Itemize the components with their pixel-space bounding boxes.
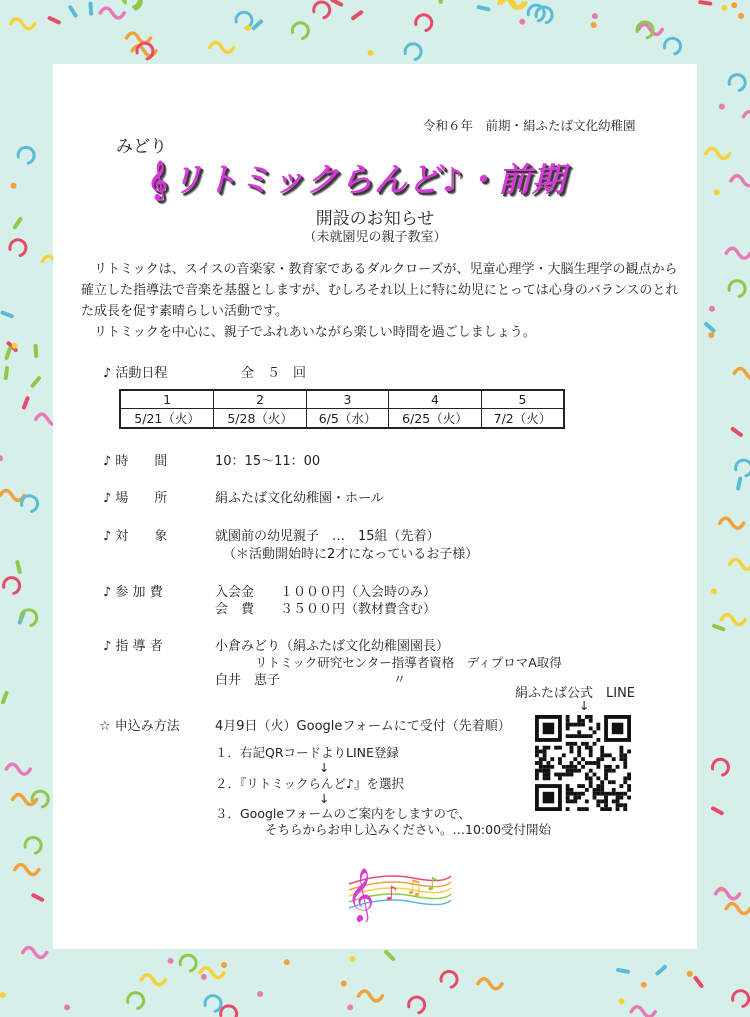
confetti-piece [721, 615, 745, 625]
confetti-piece [743, 112, 750, 122]
confetti-piece [314, 2, 330, 18]
instructor-line: 白井 恵子 [215, 673, 281, 688]
confetti-piece [168, 958, 174, 964]
confetti-piece [476, 5, 491, 12]
confetti-piece [693, 975, 705, 989]
confetti-piece [127, 33, 151, 43]
confetti-piece [4, 578, 20, 594]
treble-clef-icon: 𝄞 [148, 160, 169, 199]
confetti-piece [730, 426, 744, 437]
apply-step: そちらからお申し込みください。…10:00受付開始 [265, 822, 552, 837]
intro-paragraph: リトミックは、スイスの音楽家・教育家であるダルクローズが、児童心理学・大脳生理学の観点から確立した指導法で音楽を基盤としますが、むしろそれ以上に特に幼児にとっては心身のバランスのとれた成長を促す素晴らしい活動です。 [81, 262, 679, 319]
table-cell: 6/25（火） [388, 409, 481, 429]
confetti-piece [736, 476, 743, 491]
confetti-piece [716, 889, 740, 899]
fee-label: ♪ 参 加 費 [103, 585, 163, 600]
time-label: ♪ 時 間 [103, 454, 168, 469]
confetti-piece [731, 176, 750, 186]
table-cell: 5/21（火） [120, 409, 214, 429]
confetti-piece [210, 42, 234, 52]
confetti-piece [23, 947, 47, 957]
confetti-piece [706, 148, 730, 158]
confetti-piece [257, 991, 263, 997]
confetti-piece [619, 998, 625, 1004]
confetti-piece [631, 1007, 655, 1017]
confetti-piece [11, 19, 35, 29]
target-value: 就園前の幼児親子 … 15組（先着） [215, 529, 440, 544]
confetti-piece [436, 0, 443, 4]
confetti-piece [245, 25, 251, 31]
table-cell: 4 [388, 390, 481, 409]
table-cell: 5/28（火） [214, 409, 307, 429]
confetti-piece [726, 904, 750, 914]
confetti-piece [284, 959, 290, 965]
confetti-piece [141, 975, 165, 985]
instructor-label: ♪ 指 導 者 [103, 639, 163, 654]
confetti-piece [733, 991, 749, 1007]
confetti-piece [655, 964, 668, 976]
title [148, 154, 566, 201]
fee-line: 入会金 １０００円（入会時のみ） [215, 585, 437, 600]
table-cell: 7/2（火） [481, 409, 564, 429]
apply-label: ☆ 申込み方法 [99, 719, 180, 734]
confetti-piece [31, 892, 45, 902]
time-value: 10：15〜11：00 [215, 454, 321, 469]
confetti-piece [708, 332, 714, 338]
confetti-piece [6, 764, 30, 774]
confetti-piece [100, 8, 124, 18]
confetti-piece [221, 1006, 237, 1017]
confetti-piece [687, 971, 693, 977]
confetti-piece [21, 396, 30, 411]
confetti-piece [664, 38, 680, 54]
confetti-piece [368, 50, 374, 56]
confetti-piece [711, 623, 726, 632]
instructor-line: 小倉みどり（絹ふたば文化幼稚園園長） [215, 639, 450, 654]
confetti-piece [25, 837, 41, 853]
confetti-piece [201, 974, 207, 980]
table-cell: 3 [307, 390, 389, 409]
confetti-piece [405, 44, 421, 60]
subtitle: みどり [116, 137, 167, 157]
table-cell: 5 [481, 390, 564, 409]
confetti-piece [67, 4, 78, 18]
apply-step: ２．『リトミックらんど♪』を選択 [215, 776, 404, 791]
intro-text [81, 259, 681, 343]
instructor-line: リトミック研究センター指導者資格 ディプロマA取得 [255, 655, 562, 670]
announcement-heading: 開設のお知らせ [315, 209, 435, 229]
confetti-piece [441, 971, 457, 987]
schedule-label: ♪ 活動日程 [103, 366, 168, 381]
header-note: 令和６年 前期・絹ふたば文化幼稚園 [423, 118, 636, 133]
confetti-piece [698, 0, 712, 6]
confetti-piece [712, 759, 728, 775]
target-label: ♪ 対 象 [103, 529, 168, 544]
confetti-piece [0, 455, 3, 461]
confetti-piece [292, 23, 308, 39]
confetti-piece [15, 865, 39, 875]
confetti-piece [341, 981, 347, 987]
confetti-piece [519, 19, 525, 25]
confetti-piece [358, 991, 382, 1001]
place-value: 絹ふたば文化幼稚園・ホール [215, 491, 384, 506]
announcement-subheading: （未就園児の親子教室） [303, 230, 447, 245]
schedule-count: 全 ５ 回 [241, 366, 307, 381]
confetti-piece [738, 13, 744, 19]
confetti-piece [416, 15, 432, 31]
apply-step: ３．Googleフォームのご案内をしますので、 [215, 806, 471, 821]
confetti-piece [330, 0, 344, 7]
step-arrow: ↓ [319, 760, 330, 775]
confetti-piece [180, 955, 196, 971]
confetti-piece [15, 560, 22, 575]
confetti-piece [88, 2, 93, 16]
line-arrow: ↓ [579, 698, 590, 713]
confetti-piece [383, 949, 396, 962]
confetti-piece [709, 306, 715, 312]
confetti-piece [10, 240, 26, 256]
step-arrow: ↓ [319, 791, 330, 806]
confetti-piece [721, 5, 727, 11]
confetti-piece [64, 1004, 70, 1010]
confetti-piece [0, 992, 6, 998]
music-notes-logo [343, 854, 455, 922]
table-cell: 1 [120, 390, 214, 409]
confetti-piece [221, 962, 227, 968]
confetti-piece [0, 310, 14, 319]
title-text: リトミックらんど♪・前期 [170, 160, 566, 199]
confetti-piece [719, 104, 725, 110]
confetti-piece [478, 979, 502, 989]
svg-text:♫: ♫ [405, 875, 423, 899]
confetti-piece [730, 559, 750, 569]
target-note: （＊活動開始時に2才になっているお子様） [223, 547, 479, 562]
table-cell: 2 [214, 390, 307, 409]
apply-step: １．右記QRコードよりLINE登録 [215, 745, 399, 760]
confetti-piece [11, 183, 17, 189]
confetti-piece [736, 460, 750, 476]
confetti-piece [591, 22, 597, 28]
confetti-piece [0, 690, 9, 705]
confetti-piece [726, 248, 750, 258]
confetti-piece [641, 982, 647, 988]
svg-text:♪: ♪ [385, 881, 398, 905]
confetti-piece [729, 281, 745, 297]
confetti-piece [592, 13, 598, 19]
table-cell: 6/5（水） [307, 409, 389, 429]
table-row [120, 390, 564, 409]
confetti-piece [12, 343, 18, 349]
schedule-table [119, 389, 565, 429]
confetti-piece [12, 216, 23, 230]
apply-date: 4月9日（火）Googleフォームにて受付（先着順） [215, 719, 511, 734]
confetti-piece [729, 75, 745, 91]
line-qr-code[interactable] [535, 715, 631, 811]
place-label: ♪ 場 所 [103, 491, 168, 506]
ditto-mark: 〃 [393, 673, 407, 688]
confetti-piece [703, 321, 716, 333]
confetti-piece [128, 993, 144, 1009]
confetti-piece [205, 996, 221, 1012]
svg-text:𝄞: 𝄞 [347, 867, 375, 921]
confetti-piece [714, 189, 720, 195]
confetti-piece [731, 2, 737, 8]
confetti-piece [350, 10, 364, 21]
flyer-sheet [53, 64, 697, 949]
intro-paragraph: リトミックを中心に、親子でふれあいながら楽しい時間を過ごしましょう。 [94, 325, 536, 340]
confetti-piece [347, 1004, 353, 1010]
confetti-piece [409, 997, 425, 1013]
confetti-piece [4, 346, 13, 361]
confetti-piece [18, 147, 34, 163]
confetti-piece [720, 518, 744, 528]
confetti-piece [734, 368, 750, 378]
confetti-piece [711, 588, 717, 594]
confetti-piece [349, 956, 355, 962]
confetti-piece [616, 968, 630, 974]
confetti-piece [710, 806, 724, 816]
confetti-piece [4, 366, 10, 380]
table-row [120, 409, 564, 429]
confetti-piece [47, 15, 61, 25]
confetti-piece [30, 375, 42, 388]
line-caption: 絹ふたば公式 LINE [515, 686, 636, 701]
confetti-piece [34, 344, 39, 358]
fee-line: 会 費 ３５００円（教材費含む） [215, 602, 437, 617]
confetti-piece [0, 490, 24, 500]
confetti-piece [22, 496, 38, 512]
svg-text:♪: ♪ [427, 874, 439, 895]
